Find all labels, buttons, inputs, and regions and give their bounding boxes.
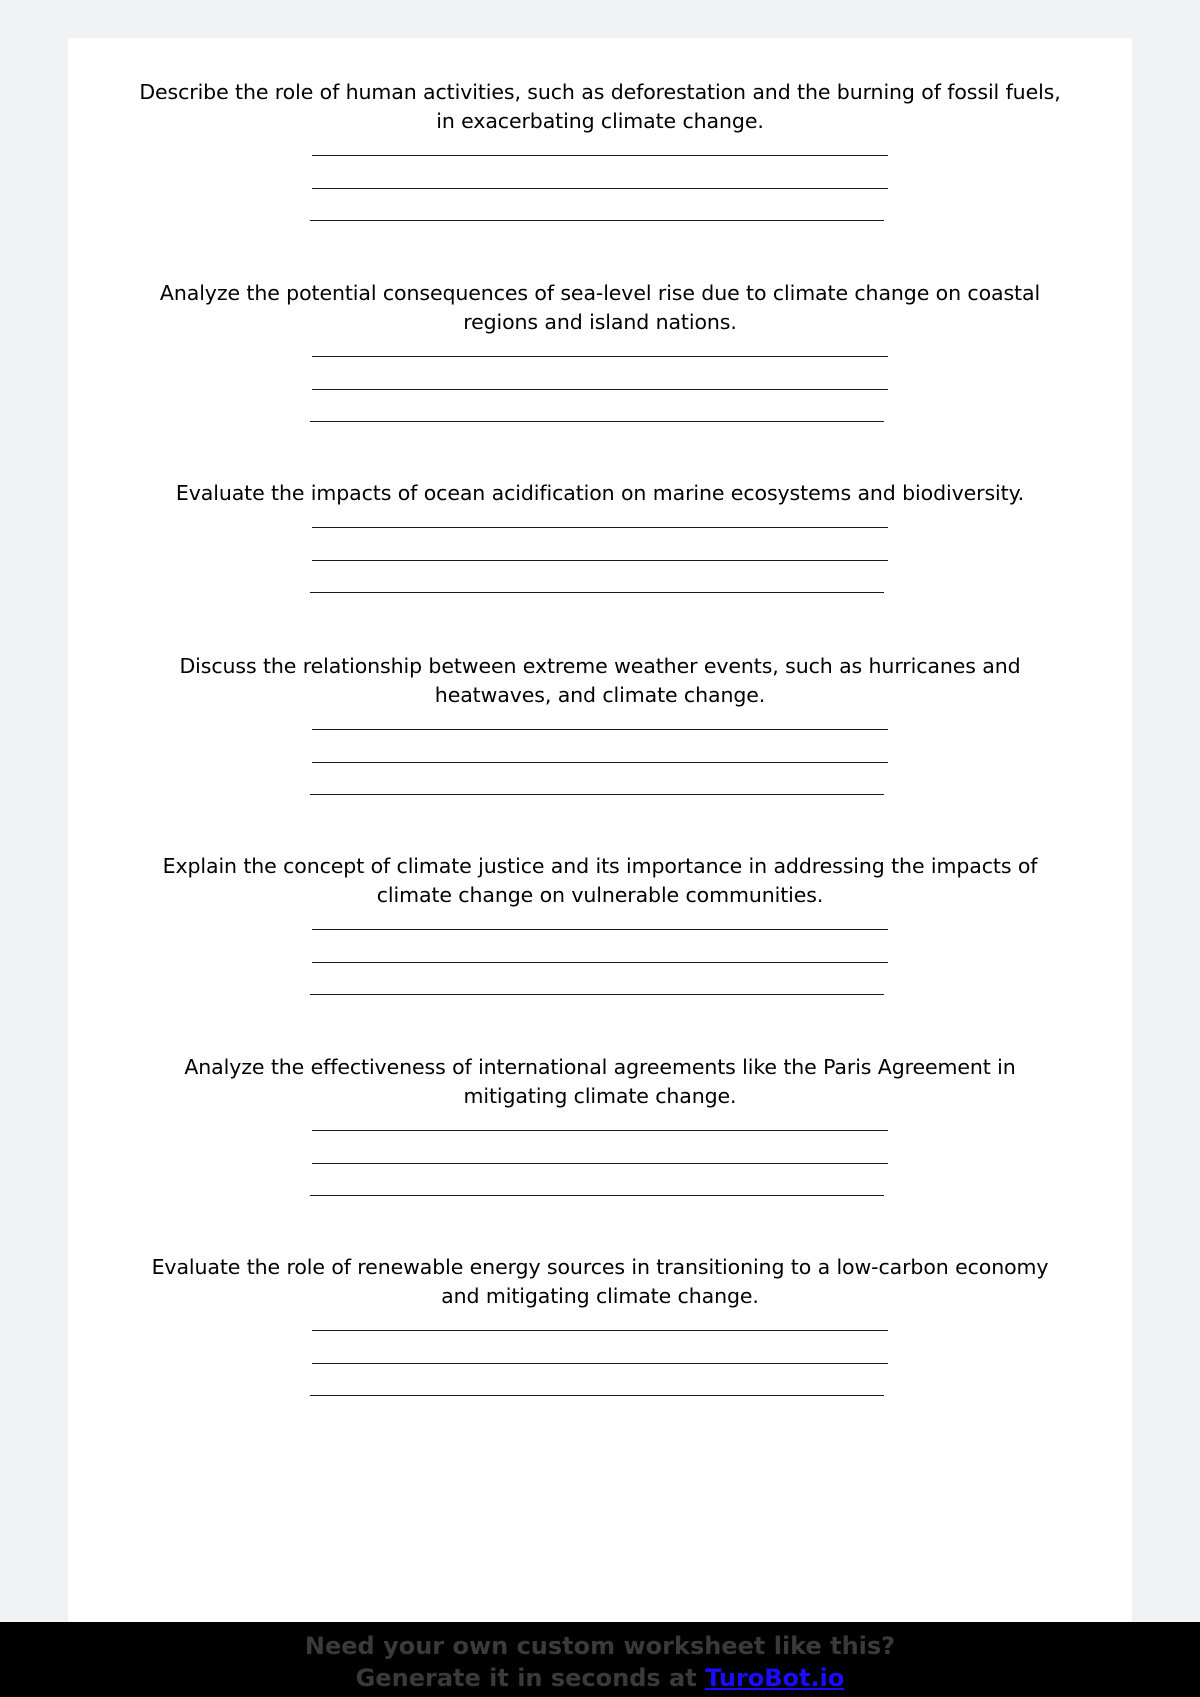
question-text: Analyze the potential consequences of sea-level rise due to climate change on coastal regions and island nations. [159, 281, 1041, 334]
answer-line [312, 527, 888, 528]
question-block [68, 852, 1132, 1012]
turobot-link[interactable]: TuroBot.io [705, 1664, 845, 1692]
answer-line [312, 1330, 888, 1331]
question-block [68, 1053, 1132, 1213]
answer-line [310, 1395, 884, 1396]
question-block [68, 1253, 1132, 1413]
answer-line [310, 794, 884, 795]
answer-line [312, 962, 888, 963]
answer-line [312, 929, 888, 930]
answer-line [312, 1163, 888, 1164]
question-text: Evaluate the role of renewable energy sources in transitioning to a low-carbon economy and mitigating climate change. [151, 1255, 1049, 1308]
answer-line [312, 389, 888, 390]
answer-area[interactable] [68, 1117, 1132, 1213]
answer-line [310, 994, 884, 995]
answer-line [312, 356, 888, 357]
answer-line [312, 1363, 888, 1364]
answer-line [310, 592, 884, 593]
question-block [68, 78, 1132, 238]
answer-area[interactable] [68, 1317, 1132, 1413]
answer-area[interactable] [68, 916, 1132, 1012]
answer-area[interactable] [68, 716, 1132, 812]
answer-line [312, 188, 888, 189]
footer-cta [0, 1662, 1200, 1694]
footer-headline: Need your own custom worksheet like this? [304, 1632, 896, 1660]
question-block [68, 279, 1132, 439]
answer-line [310, 1195, 884, 1196]
answer-line [312, 729, 888, 730]
answer-line [310, 220, 884, 221]
answer-line [312, 762, 888, 763]
worksheet-page [68, 38, 1132, 1624]
answer-area[interactable] [68, 514, 1132, 610]
question-text: Describe the role of human activities, such as deforestation and the burning of fossil fuels, in exacerbating climate change. [139, 80, 1061, 133]
question-block [68, 479, 1132, 610]
footer-cta-text: Generate it in seconds at [355, 1664, 706, 1692]
question-text: Explain the concept of climate justice and its importance in addressing the impacts of climate change on vulnerable communities. [162, 854, 1038, 907]
promo-footer [0, 1622, 1200, 1697]
question-block [68, 652, 1132, 812]
answer-area[interactable] [68, 343, 1132, 439]
answer-line [310, 421, 884, 422]
answer-line [312, 560, 888, 561]
answer-area[interactable] [68, 142, 1132, 238]
answer-line [312, 1130, 888, 1131]
answer-line [312, 155, 888, 156]
question-text: Analyze the effectiveness of international agreements like the Paris Agreement in mitigating climate change. [184, 1055, 1016, 1108]
question-text: Evaluate the impacts of ocean acidification on marine ecosystems and biodiversity. [175, 481, 1025, 505]
question-text: Discuss the relationship between extreme weather events, such as hurricanes and heatwaves, and climate change. [179, 654, 1021, 707]
